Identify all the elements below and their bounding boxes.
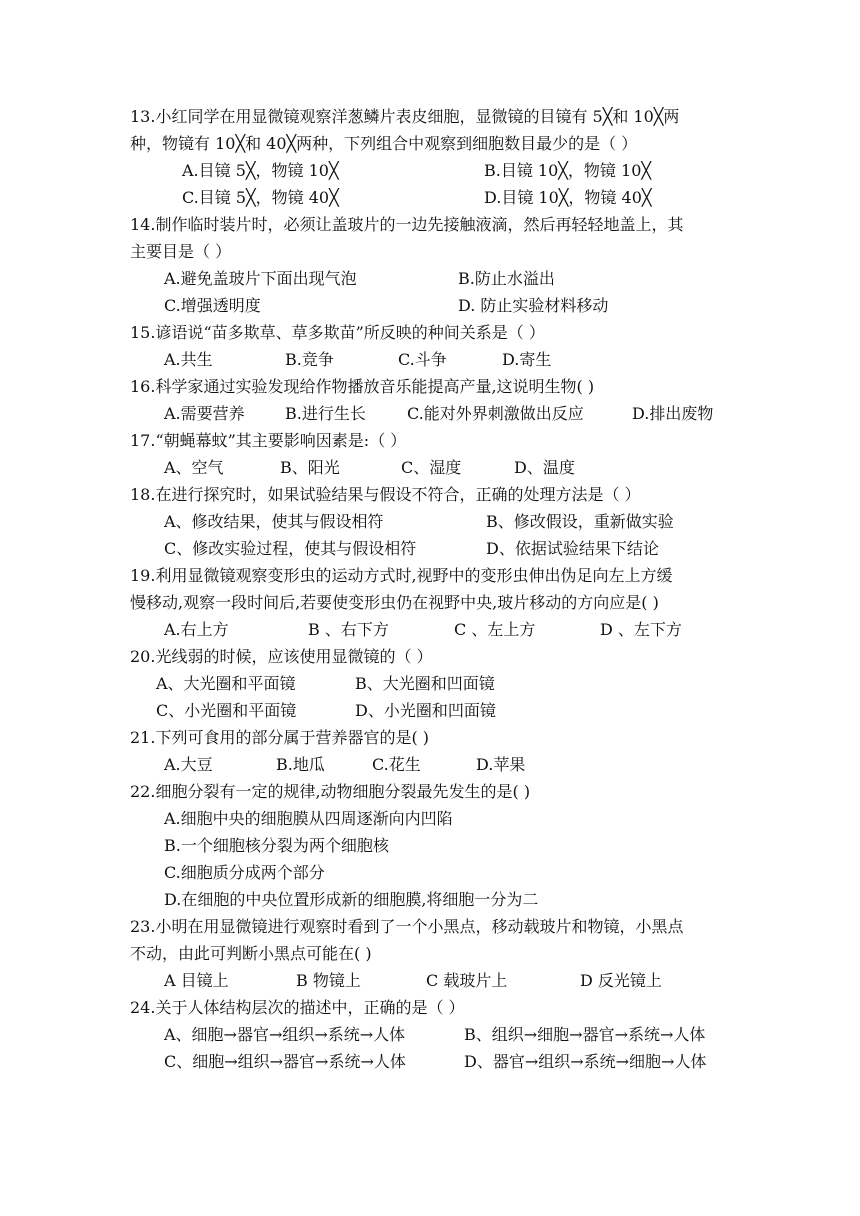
question-15-option-c: C.斗争	[398, 350, 447, 369]
question-19-stem-text-1: 19.利用显微镜观察变形虫的运动方式时,视野中的变形虫伸出伪足向左上方缓	[130, 566, 673, 585]
question-17-option-d: D、温度	[514, 458, 575, 477]
question-16-option-c: C.能对外界刺激做出反应	[407, 404, 584, 423]
question-24-stem-text: 24.关于人体结构层次的描述中，正确的是（ ）	[130, 998, 465, 1017]
question-16-option-a: A.需要营养	[164, 404, 245, 423]
question-22-option-c: C.细胞质分成两个部分	[164, 863, 325, 882]
question-19-option-d: D 、左下方	[600, 620, 682, 639]
question-18-option-b: B、修改假设，重新做实验	[486, 512, 674, 531]
question-21-option-b: B.地瓜	[276, 755, 325, 774]
question-23-option-a: A 目镜上	[164, 971, 229, 990]
question-19-stem-text-2: 慢移动,观察一段时间后,若要使变形虫仍在视野中央,玻片移动的方向应是( )	[130, 593, 659, 612]
question-16-option-d: D.排出废物	[632, 404, 714, 423]
question-24-option-b: B、组织→细胞→器官→系统→人体	[464, 1025, 706, 1044]
question-14-option-c: C.增强透明度	[164, 296, 261, 315]
question-15-stem-text: 15.谚语说“苗多欺草、草多欺苗”所反映的种间关系是（ ）	[130, 323, 545, 342]
question-20-stem-text: 20.光线弱的时候，应该使用显微镜的（ ）	[130, 647, 433, 666]
question-16-option-b: B.进行生长	[285, 404, 366, 423]
question-18-option-a: A、修改结果，使其与假设相符	[164, 512, 384, 531]
question-17-option-c: C、湿度	[401, 458, 462, 477]
question-20-option-d: D、小光圈和凹面镜	[355, 701, 496, 720]
question-21-stem-text: 21.下列可食用的部分属于营养器官的是( )	[130, 728, 430, 747]
question-20-option-b: B、大光圈和凹面镜	[355, 674, 495, 693]
question-22-option-a: A.细胞中央的细胞膜从四周逐渐向内凹陷	[164, 809, 453, 828]
question-21-option-c: C.花生	[372, 755, 421, 774]
question-23-stem-text-2: 不动，由此可判断小黑点可能在( )	[130, 944, 372, 963]
question-21-option-d: D.苹果	[476, 755, 526, 774]
question-14-option-d: D. 防止实验材料移动	[458, 296, 609, 315]
question-23-option-b: B 物镜上	[296, 971, 361, 990]
question-18-option-d: D、依据试验结果下结论	[486, 539, 659, 558]
question-19-option-c: C 、左上方	[454, 620, 536, 639]
question-21-option-a: A.大豆	[164, 755, 213, 774]
question-16-stem-text: 16.科学家通过实验发现给作物播放音乐能提高产量,这说明生物( )	[130, 377, 595, 396]
question-18-stem-text: 18.在进行探究时，如果试验结果与假设不符合，正确的处理方法是（ ）	[130, 485, 641, 504]
question-15-option-b: B.竞争	[285, 350, 334, 369]
question-22-stem-text: 22.细胞分裂有一定的规律,动物细胞分裂最先发生的是( )	[130, 782, 531, 801]
question-14-option-b: B.防止水溢出	[458, 269, 555, 288]
question-17-option-a: A、空气	[164, 458, 224, 477]
question-13-stem-text-2: 种，物镜有 10╳和 40╳两种，下列组合中观察到细胞数目最少的是（ ）	[130, 134, 638, 153]
question-23-option-d: D 反光镜上	[580, 971, 662, 990]
question-23-option-c: C 载玻片上	[426, 971, 508, 990]
question-17-stem-text: 17.“朝蝇幕蚊”其主要影响因素是:（ ）	[130, 431, 407, 450]
question-13-stem-text-1: 13.小红同学在用显微镜观察洋葱鳞片表皮细胞，显微镜的目镜有 5╳和 10╳两	[130, 107, 680, 126]
question-24-option-a: A、细胞→器官→组织→系统→人体	[164, 1025, 406, 1044]
question-14-stem-text-2: 主要目是（ ）	[130, 242, 232, 261]
question-24-option-c: C、细胞→组织→器官→系统→人体	[164, 1052, 406, 1071]
question-13-option-a: A.目镜 5╳，物镜 10╳	[182, 161, 339, 180]
question-20-option-c: C、小光圈和平面镜	[156, 701, 297, 720]
question-20-option-a: A、大光圈和平面镜	[156, 674, 296, 693]
question-18-option-c: C、修改实验过程，使其与假设相符	[164, 539, 417, 558]
question-22-option-d: D.在细胞的中央位置形成新的细胞膜,将细胞一分为二	[164, 890, 539, 909]
question-14-option-a: A.避免盖玻片下面出现气泡	[164, 269, 357, 288]
question-19-option-a: A.右上方	[164, 620, 229, 639]
question-15-option-d: D.寄生	[502, 350, 552, 369]
question-22-option-b: B.一个细胞核分裂为两个细胞核	[164, 836, 389, 855]
question-17-option-b: B、阳光	[280, 458, 340, 477]
question-13-option-c: C.目镜 5╳，物镜 40╳	[182, 188, 339, 207]
question-13-option-b: B.目镜 10╳，物镜 10╳	[484, 161, 652, 180]
question-24-option-d: D、器官→组织→系统→细胞→人体	[464, 1052, 707, 1071]
question-23-stem-text-1: 23.小明在用显微镜进行观察时看到了一个小黑点，移动载玻片和物镜，小黑点	[130, 917, 684, 936]
question-19-option-b: B 、右下方	[308, 620, 389, 639]
question-15-option-a: A.共生	[164, 350, 213, 369]
question-13-option-d: D.目镜 10╳，物镜 40╳	[484, 188, 652, 207]
question-14-stem-text-1: 14.制作临时装片时，必须让盖玻片的一边先接触液滴，然后再轻轻地盖上，其	[130, 215, 684, 234]
